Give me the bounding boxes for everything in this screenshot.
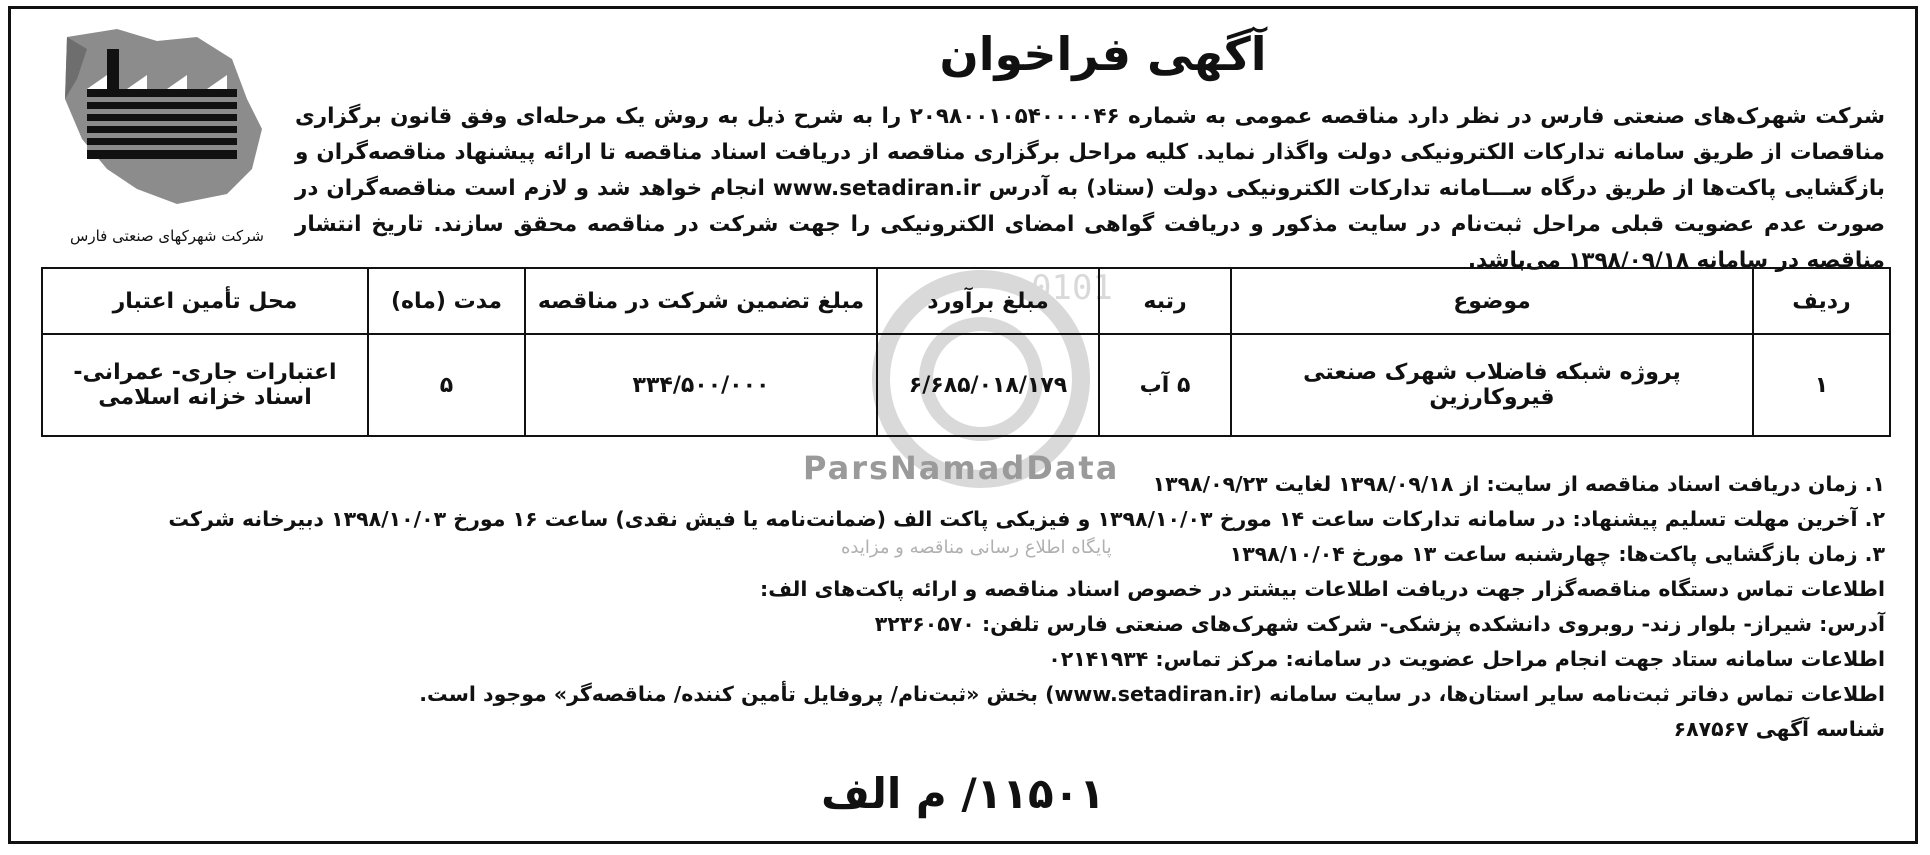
- watermark-text: ParsNamadData: [803, 449, 1120, 487]
- col-subject-header: موضوع: [1231, 268, 1753, 334]
- ad-number: ۱۱۵۰۱/ م الف: [821, 769, 1105, 818]
- col-estimate-header: مبلغ برآورد: [877, 268, 1099, 334]
- note-other-provinces: اطلاعات تماس دفاتر ثبت‌نامه سایر استان‌ها، در سایت سامانه (www.setadiran.ir) بخش «ثبت‌نام/ پروفایل تأمین کننده/ مناقصه‌گر» موجود است.: [419, 682, 1885, 706]
- svg-text:0101: 0101: [1031, 268, 1113, 308]
- iran-map-factory-icon: [47, 19, 287, 219]
- cell-duration: ۵: [368, 334, 525, 436]
- col-funding-header: محل تأمین اعتبار: [42, 268, 368, 334]
- note-setad-contact: اطلاعات سامانه ستاد جهت انجام مراحل عضویت در سامانه: مرکز تماس: ۰۲۱۴۱۹۳۴: [1048, 647, 1885, 671]
- col-row-header: ردیف: [1753, 268, 1890, 334]
- company-logo: [47, 19, 287, 249]
- cell-row-number: ۱: [1753, 334, 1890, 436]
- page-title: آگهی فراخوان: [939, 27, 1267, 81]
- watermark-subtitle: پایگاه اطلاع رسانی مناقصه و مزایده: [841, 537, 1112, 558]
- note-opening-time: ۳. زمان بازگشایی پاکت‌ها: چهارشنبه ساعت ۱۳ مورخ ۱۳۹۸/۱۰/۰۴: [1229, 542, 1885, 566]
- note-submission-deadline: ۲. آخرین مهلت تسلیم پیشنهاد: در سامانه تدارکات ساعت ۱۴ مورخ ۱۳۹۸/۱۰/۰۳ و فیزیکی پاکت الف (ضمانت‌نامه یا فیش نقدی) ساعت ۱۶ مورخ ۱۳۹۸/۱۰/۰۳ دبیرخانه شرکت: [168, 507, 1885, 531]
- col-rank-header: رتبه: [1099, 268, 1231, 334]
- intro-paragraph: شرکت شهرک‌های صنعتی فارس در نظر دارد مناقصه عمومی به شماره ۲۰۹۸۰۰۱۰۵۴۰۰۰۰۴۶ را به شرح ذیل به روش یک مرحله‌ای وفق قانون برگزاری مناقصات از طریق سامانه تدارکات الکترونیکی دولت واگذار نماید. کلیه مراحل برگزاری مناقصه از دریافت اسناد مناقصه تا ارائه پیشنهاد مناقصه‌گران و بازگشایی پاکت‌ها از طریق درگاه ســـامانه تدارکات الکترونیکی دولت (ستاد) به آدرس www.setadiran.ir انجام خواهد شد و لازم است مناقصه‌گران در صورت عدم عضویت قبلی مراحل ثبت‌نام در سایت مذکور و دریافت گواهی امضای الکترونیکی را جهت شرکت در مناقصه محقق سازند. تاریخ انتشار مناقصه در سامانه ۱۳۹۸/۰۹/۱۸ می‌باشد.: [295, 104, 1885, 273]
- cell-estimate: ۶/۶۸۵/۰۱۸/۱۷۹: [877, 334, 1099, 436]
- tender-table: [41, 267, 1891, 437]
- note-ad-id: شناسه آگهی ۶۸۷۵۶۷: [1673, 717, 1885, 741]
- announcement-frame: [8, 6, 1918, 844]
- cell-subject: پروژه شبکه فاضلاب شهرک صنعتی قیروکارزین: [1231, 334, 1753, 436]
- note-contact-heading: اطلاعات تماس دستگاه مناقصه‌گزار جهت دریافت اطلاعات بیشتر در خصوص اسناد مناقصه و ارائه پاکت‌های الف:: [760, 577, 1885, 601]
- notes-section: [25, 467, 1885, 747]
- logo-caption: شرکت شهرکهای صنعتی فارس: [70, 227, 264, 245]
- table-header-row: [42, 268, 1890, 334]
- cell-funding: اعتبارات جاری- عمرانی- اسناد خزانه اسلامی: [42, 334, 368, 436]
- table-row: [42, 334, 1890, 436]
- col-guarantee-header: مبلغ تضمین شرکت در مناقصه: [525, 268, 877, 334]
- note-document-period: ۱. زمان دریافت اسناد مناقصه از سایت: از ۱۳۹۸/۰۹/۱۸ لغایت ۱۳۹۸/۰۹/۲۳: [1152, 472, 1885, 496]
- col-duration-header: مدت (ماه): [368, 268, 525, 334]
- cell-guarantee: ۳۳۴/۵۰۰/۰۰۰: [525, 334, 877, 436]
- cell-rank: ۵ آب: [1099, 334, 1231, 436]
- note-address: آدرس: شیراز- بلوار زند- روبروی دانشکده پزشکی- شرکت شهرک‌های صنعتی فارس تلفن: ۳۲۳۶۰۵۷۰: [874, 612, 1885, 636]
